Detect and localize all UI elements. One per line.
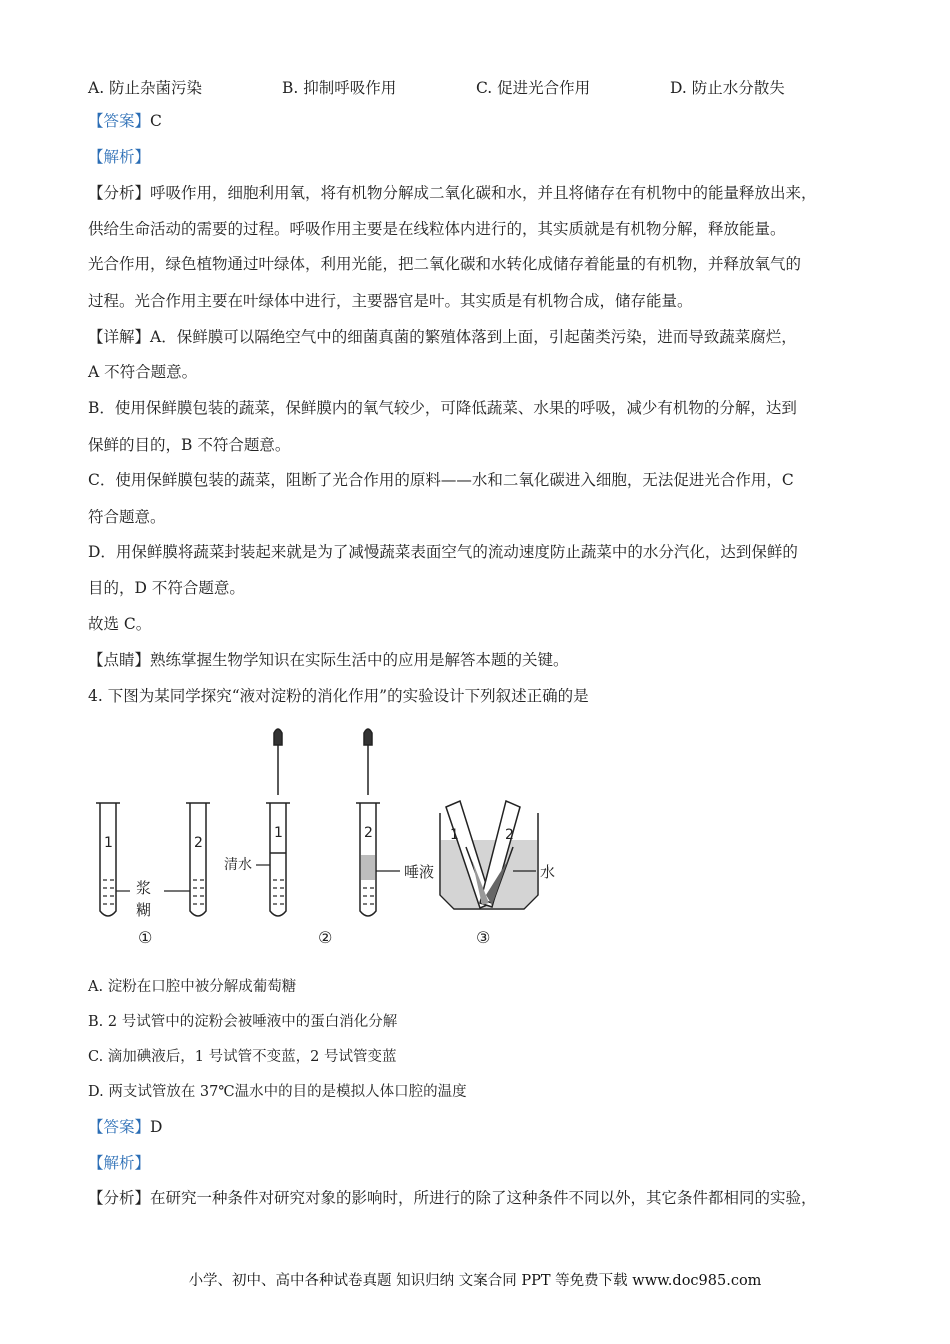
point-tag: 【点睛】 xyxy=(88,651,151,669)
q3-answer xyxy=(88,111,162,131)
q3-fenxi-line-3: 光合作用，绿色植物通过叶绿体，利用光能，把二氧化碳和水转化成储存着能量的有机物，并释放氧气的 xyxy=(88,255,802,273)
detail-tag: 【详解】 xyxy=(88,328,151,346)
tube-1-label-step3: 1 xyxy=(450,827,459,843)
answer-tag: 【答案】 xyxy=(88,112,151,130)
q4-option-b: B. 2 号试管中的淀粉会被唾液中的蛋白消化分解 xyxy=(88,1014,398,1030)
fenxi-tag: 【分析】 xyxy=(88,1189,151,1207)
tube-2-label-step2: 2 xyxy=(364,825,373,841)
q4-option-a: A. 淀粉在口腔中被分解成葡萄糖 xyxy=(88,979,297,995)
q3-choose: 故选 C。 xyxy=(88,615,152,633)
step-3-marker: ③ xyxy=(476,928,491,947)
q3-fenxi-line-4: 过程。光合作用主要在叶绿体中进行，主要器官是叶。其实质是有机物合成，储存能量。 xyxy=(88,292,693,310)
bath-water-label: 水 xyxy=(540,863,556,881)
tube-2-label: 2 xyxy=(194,835,203,851)
q3-detail-a-1 xyxy=(88,327,797,347)
q4-fenxi-line-1 xyxy=(88,1188,817,1208)
experiment-figure xyxy=(88,725,568,955)
saliva-label: 唾液 xyxy=(404,863,435,881)
q4-answer xyxy=(88,1117,162,1137)
q4-question: 4. 下图为某同学探究“液对淀粉的消化作用”的实验设计下列叙述正确的是 xyxy=(88,687,589,705)
q3-detail-c-2: 符合题意。 xyxy=(88,508,166,526)
tube-1-label: 1 xyxy=(104,835,113,851)
q3-fenxi-line-2: 供给生命活动的需要的过程。呼吸作用主要是在线粒体内进行的，其实质就是有机物分解，释放能量。 xyxy=(88,220,786,238)
step-1-marker: ① xyxy=(138,928,153,947)
q3-detail-d-2: 目的，D 不符合题意。 xyxy=(88,579,245,597)
analysis-tag: 【解析】 xyxy=(88,148,151,166)
option-a: A. 防止杂菌污染 xyxy=(88,79,203,97)
answer-value: C xyxy=(150,112,162,130)
q3-detail-b-2: 保鲜的目的，B 不符合题意。 xyxy=(88,436,291,454)
step-2-marker: ② xyxy=(318,928,333,947)
tube-2-label-step3: 2 xyxy=(505,827,514,843)
page-footer: 小学、初中、高中各种试卷真题 知识归纳 文案合同 PPT 等免费下载 www.doc985.com xyxy=(188,1273,762,1289)
option-c: C. 促进光合作用 xyxy=(476,79,591,97)
q3-detail-a-2: A 不符合题意。 xyxy=(88,363,198,381)
q4-option-d: D. 两支试管放在 37℃温水中的目的是模拟人体口腔的温度 xyxy=(88,1084,467,1100)
q4-analysis-heading xyxy=(88,1153,150,1173)
fenxi-text: 在研究一种条件对研究对象的影响时，所进行的除了这种条件不同以外，其它条件都相同的实验， xyxy=(150,1189,817,1207)
q3-detail-c-1: C．使用保鲜膜包装的蔬菜，阻断了光合作用的原料——水和二氧化碳进入细胞，无法促进光合作用，C xyxy=(88,471,794,489)
fenxi-text: 呼吸作用，细胞利用氧，将有机物分解成二氧化碳和水，并且将储存在有机物中的能量释放出来， xyxy=(150,184,817,202)
paste-label-2: 糊 xyxy=(136,901,152,919)
point-text: 熟练掌握生物学知识在实际生活中的应用是解答本题的关键。 xyxy=(150,651,569,669)
analysis-tag: 【解析】 xyxy=(88,1154,151,1172)
fenxi-tag: 【分析】 xyxy=(88,184,151,202)
detail-text: A．保鲜膜可以隔绝空气中的细菌真菌的繁殖体落到上面，引起菌类污染，进而导致蔬菜腐烂， xyxy=(150,328,797,346)
tube-1-label-step2: 1 xyxy=(274,825,283,841)
q3-detail-d-1: D．用保鲜膜将蔬菜封装起来就是为了减慢蔬菜表面空气的流动速度防止蔬菜中的水分汽化，达到保鲜的 xyxy=(88,543,798,561)
paste-label-1: 浆 xyxy=(136,879,152,897)
q3-analysis-heading xyxy=(88,147,150,167)
answer-tag: 【答案】 xyxy=(88,1118,151,1136)
answer-value: D xyxy=(150,1118,163,1136)
water-label: 清水 xyxy=(224,857,252,873)
q4-option-c: C. 滴加碘液后，1 号试管不变蓝，2 号试管变蓝 xyxy=(88,1049,397,1065)
option-b: B. 抑制呼吸作用 xyxy=(282,79,397,97)
q3-detail-b-1: B．使用保鲜膜包装的蔬菜，保鲜膜内的氧气较少，可降低蔬菜、水果的呼吸，减少有机物的分解，达到 xyxy=(88,399,797,417)
option-d: D. 防止水分散失 xyxy=(670,79,785,97)
q3-fenxi-line-1 xyxy=(88,183,817,203)
q3-point xyxy=(88,650,569,670)
